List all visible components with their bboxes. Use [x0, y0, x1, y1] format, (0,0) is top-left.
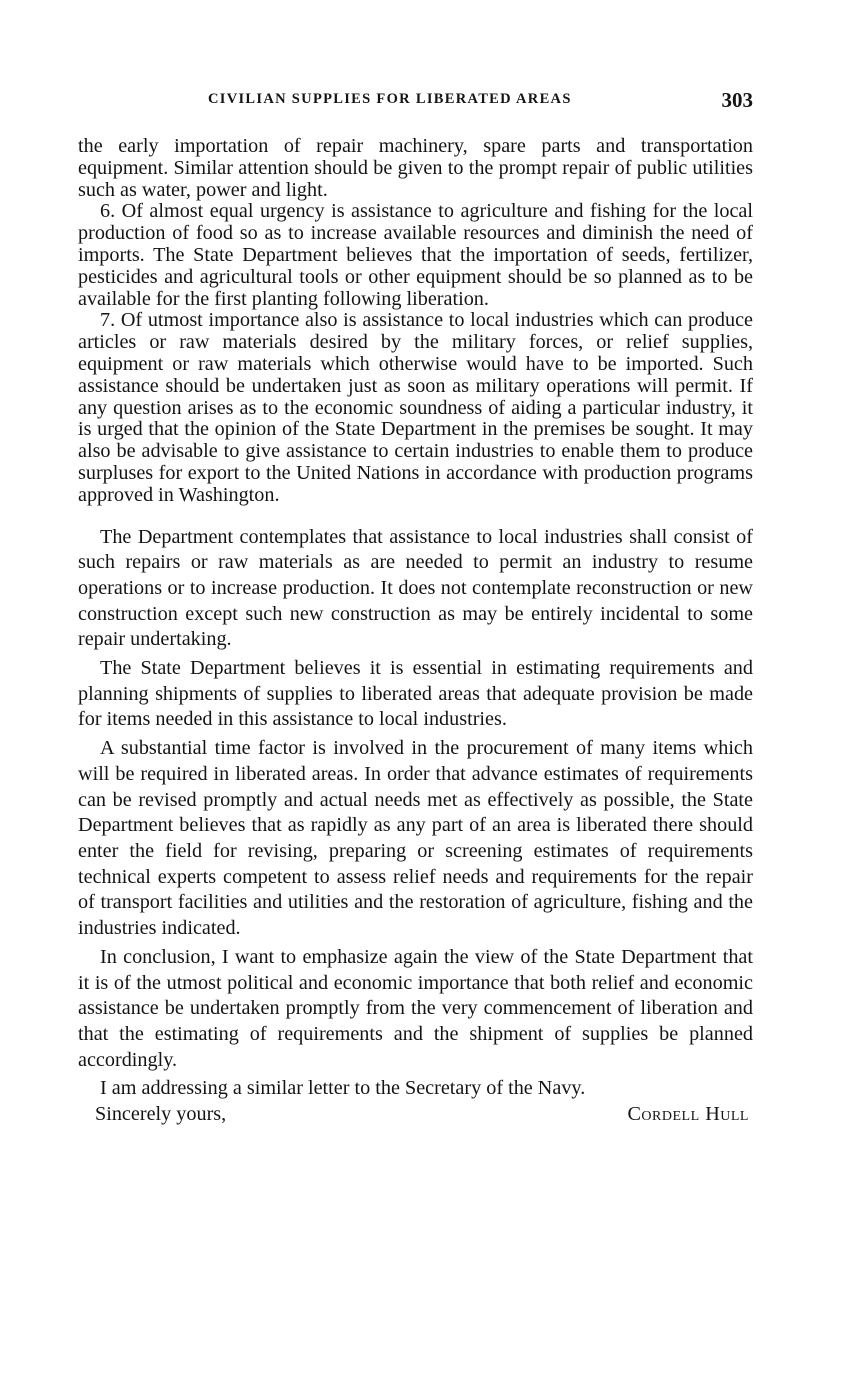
- letter-body: [78, 525, 753, 1102]
- page-number: 303: [721, 88, 753, 112]
- signature: Cordell Hull: [627, 1103, 749, 1126]
- running-header: [78, 88, 753, 116]
- body-paragraph: A substantial time factor is involved in the procurement of many items which will be required in liberated areas. In order that advance estimates of requirements can be revised promptly and actual needs met as effectively as possible, the State Department believes that as rapidly as any part of an area is liberated there should enter the field for revising, preparing or screening estimates of requirements technical experts competent to assess relief needs and requirements for the repair of transport facilities and utilities and the restoration of agriculture, fishing and the industries indicated.: [78, 737, 753, 940]
- document-page: [78, 88, 753, 1128]
- body-paragraph: The Department contemplates that assistance to local industries shall consist of such repairs or raw materials as are needed to permit an industry to resume operations or to increase production. It does not contemplate reconstruction or new construction except such new construction as may be entirely incidental to some repair undertaking.: [78, 525, 753, 651]
- quoted-section: [78, 136, 753, 507]
- body-paragraph: The State Department believes it is essential in estimating requirements and planning shipments of supplies to liberated areas that adequate provision be made for items needed in this assistance to local industries.: [78, 657, 753, 731]
- quoted-paragraph-continuation: the early importation of repair machinery, spare parts and transportation equipment. Similar attention should be given to the prompt repair of public utilities such as water, power and light.: [78, 135, 753, 201]
- salutation: Sincerely yours,: [95, 1103, 227, 1126]
- quoted-paragraph-item-7: 7. Of utmost importance also is assistance to local industries which can produce articles or raw materials desired by the military forces, or relief supplies, equipment or raw materials which otherwise would have to be imported. Such assistance should be undertaken just as soon as military operations will permit. If any question arises as to the economic soundness of aiding a particular industry, it is urged that the opinion of the State Department in the premises be sought. It may also be advisable to give assistance to certain industries to enable them to produce surpluses for export to the United Nations in accordance with production programs approved in Washington.: [78, 309, 753, 506]
- running-title: CIVILIAN SUPPLIES FOR LIBERATED AREAS: [208, 91, 572, 107]
- body-paragraph: I am addressing a similar letter to the Secretary of the Navy.: [100, 1077, 586, 1100]
- body-paragraph: In conclusion, I want to emphasize again the view of the State Department that it is of the utmost political and economic importance that both relief and economic assistance be undertaken promptly from the very commencement of liberation and that the estimating of requirements and the shipment of supplies be planned accordingly.: [78, 945, 753, 1071]
- letter-closing: [78, 1102, 753, 1128]
- quoted-paragraph-item-6: 6. Of almost equal urgency is assistance to agriculture and fishing for the local production of food so as to increase available resources and diminish the need of imports. The State Department believes that the importation of seeds, fertilizer, pesticides and agricultural tools or other equipment should be so planned as to be available for the first planting following liberation.: [78, 200, 753, 310]
